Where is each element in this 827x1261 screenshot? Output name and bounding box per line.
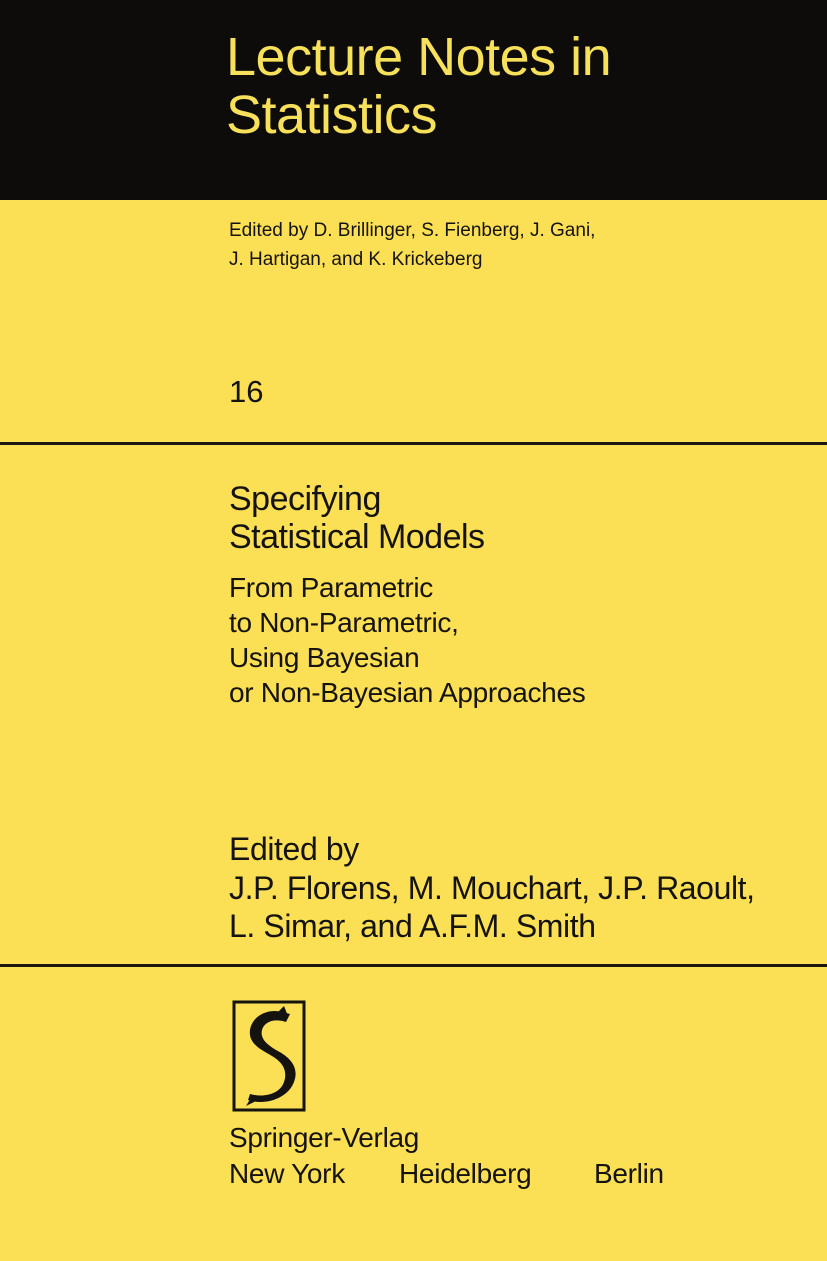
divider-top [0,442,827,445]
publisher-cities [229,1156,789,1192]
series-band [0,0,827,200]
series-editors-line: J. Hartigan, and K. Krickeberg [229,249,483,270]
publisher-city: New York [229,1158,345,1189]
publisher-city: Heidelberg [399,1158,532,1189]
springer-horse-logo-icon [232,1000,306,1112]
volume-number: 16 [229,374,264,409]
series-title-line: Statistics [226,85,438,145]
series-title-line: Lecture Notes in [226,27,612,87]
book-editors-line: Edited by [229,831,359,867]
publisher-name: Springer-Verlag [229,1122,420,1153]
series-editors [229,216,789,274]
book-title-line: Specifying [229,480,381,518]
divider-bottom [0,964,827,967]
book-subtitle-line: to Non-Parametric, [229,607,459,638]
book-subtitle-line: or Non-Bayesian Approaches [229,677,586,708]
book-subtitle [229,570,809,710]
book-editors-line: L. Simar, and A.F.M. Smith [229,908,596,944]
book-editors-line: J.P. Florens, M. Mouchart, J.P. Raoult, [229,869,755,906]
publisher-city: Berlin [594,1158,664,1189]
publisher [229,1120,789,1192]
book-subtitle-line: Using Bayesian [229,642,420,673]
series-title [226,28,786,144]
book-title [229,480,809,556]
book-editors [229,830,819,946]
book-title-line: Statistical Models [229,518,485,556]
series-editors-line: Edited by D. Brillinger, S. Fienberg, J. Gani, [229,220,596,241]
book-subtitle-line: From Parametric [229,572,433,603]
